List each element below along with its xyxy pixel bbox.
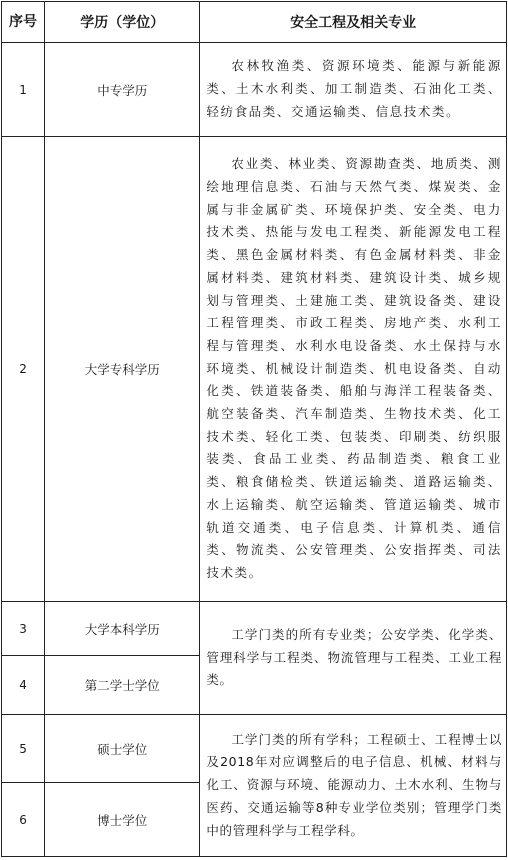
major-text: 农林牧渔类、资源环境类、能源与新能源类、土木水利类、加工制造类、石油化工类、轻纺食品类、交通运输类、信息技术类。: [206, 58, 502, 119]
education-level: 大学本科学历: [45, 602, 200, 656]
table-row: [2, 715, 507, 783]
major-cell: [200, 137, 507, 602]
row-number: 4: [2, 656, 45, 715]
row-number: 2: [2, 137, 45, 602]
row-number: 1: [2, 43, 45, 137]
row-number: 5: [2, 715, 45, 783]
header-row: [2, 2, 507, 43]
education-level: 中专学历: [45, 43, 200, 137]
row-number: 3: [2, 602, 45, 656]
major-cell: [200, 43, 507, 137]
education-level: 硕士学位: [45, 715, 200, 783]
major-cell-merged: [200, 602, 507, 715]
education-level: 博士学位: [45, 783, 200, 857]
major-cell-merged: [200, 715, 507, 857]
table-row: [2, 137, 507, 602]
table-row: [2, 43, 507, 137]
row-number: 6: [2, 783, 45, 857]
education-level: 大学专科学历: [45, 137, 200, 602]
header-major: 安全工程及相关专业: [200, 2, 507, 43]
header-education: 学历（学位）: [45, 2, 200, 43]
requirements-table: [1, 1, 507, 857]
table-row: [2, 602, 507, 656]
major-text: 农业类、林业类、资源勘查类、地质类、测绘地理信息类、石油与天然气类、煤炭类、金属与非金属矿类、环境保护类、安全类、电力技术类、热能与发电工程类、新能源发电工程类、黑色金属材料类、有色金属材料类、非金属材料类、建筑材料类、建筑设计类、城乡规划与管理类、土建施工类、建筑设备类、建设工程管理类、市政工程类、房地产类、水利工程与管理类、水利水电设备类、水土保持与水环境类、机械设计制造类、机电设备类、自动化类、铁道装备类、船舶与海洋工程装备类、航空装备类、汽车制造类、生物技术类、化工技术类、轻化工类、包装类、印刷类、纺织服装类、食品工业类、药品制造类、粮食工业类、粮食储检类、铁道运输类、道路运输类、水上运输类、航空运输类、管道运输类、城市轨道交通类、电子信息类、计算机类、通信类、物流类、公安管理类、公安指挥类、司法技术类。: [206, 156, 502, 580]
major-text: 工学门类的所有专业类；公安学类、化学类、管理科学与工程类、物流管理与工程类、工业工程类。: [206, 626, 502, 688]
education-level: 第二学士学位: [45, 656, 200, 715]
major-text: 工学门类的所有学科；工程硕士、工程博士以及2018年对应调整后的电子信息、机械、材料与化工、资源与环境、能源动力、土木水利、生物与医药、交通运输等8种专业学位类别；管理学门类中的管理科学与工程学科。: [206, 731, 502, 838]
header-no: 序号: [2, 2, 45, 43]
